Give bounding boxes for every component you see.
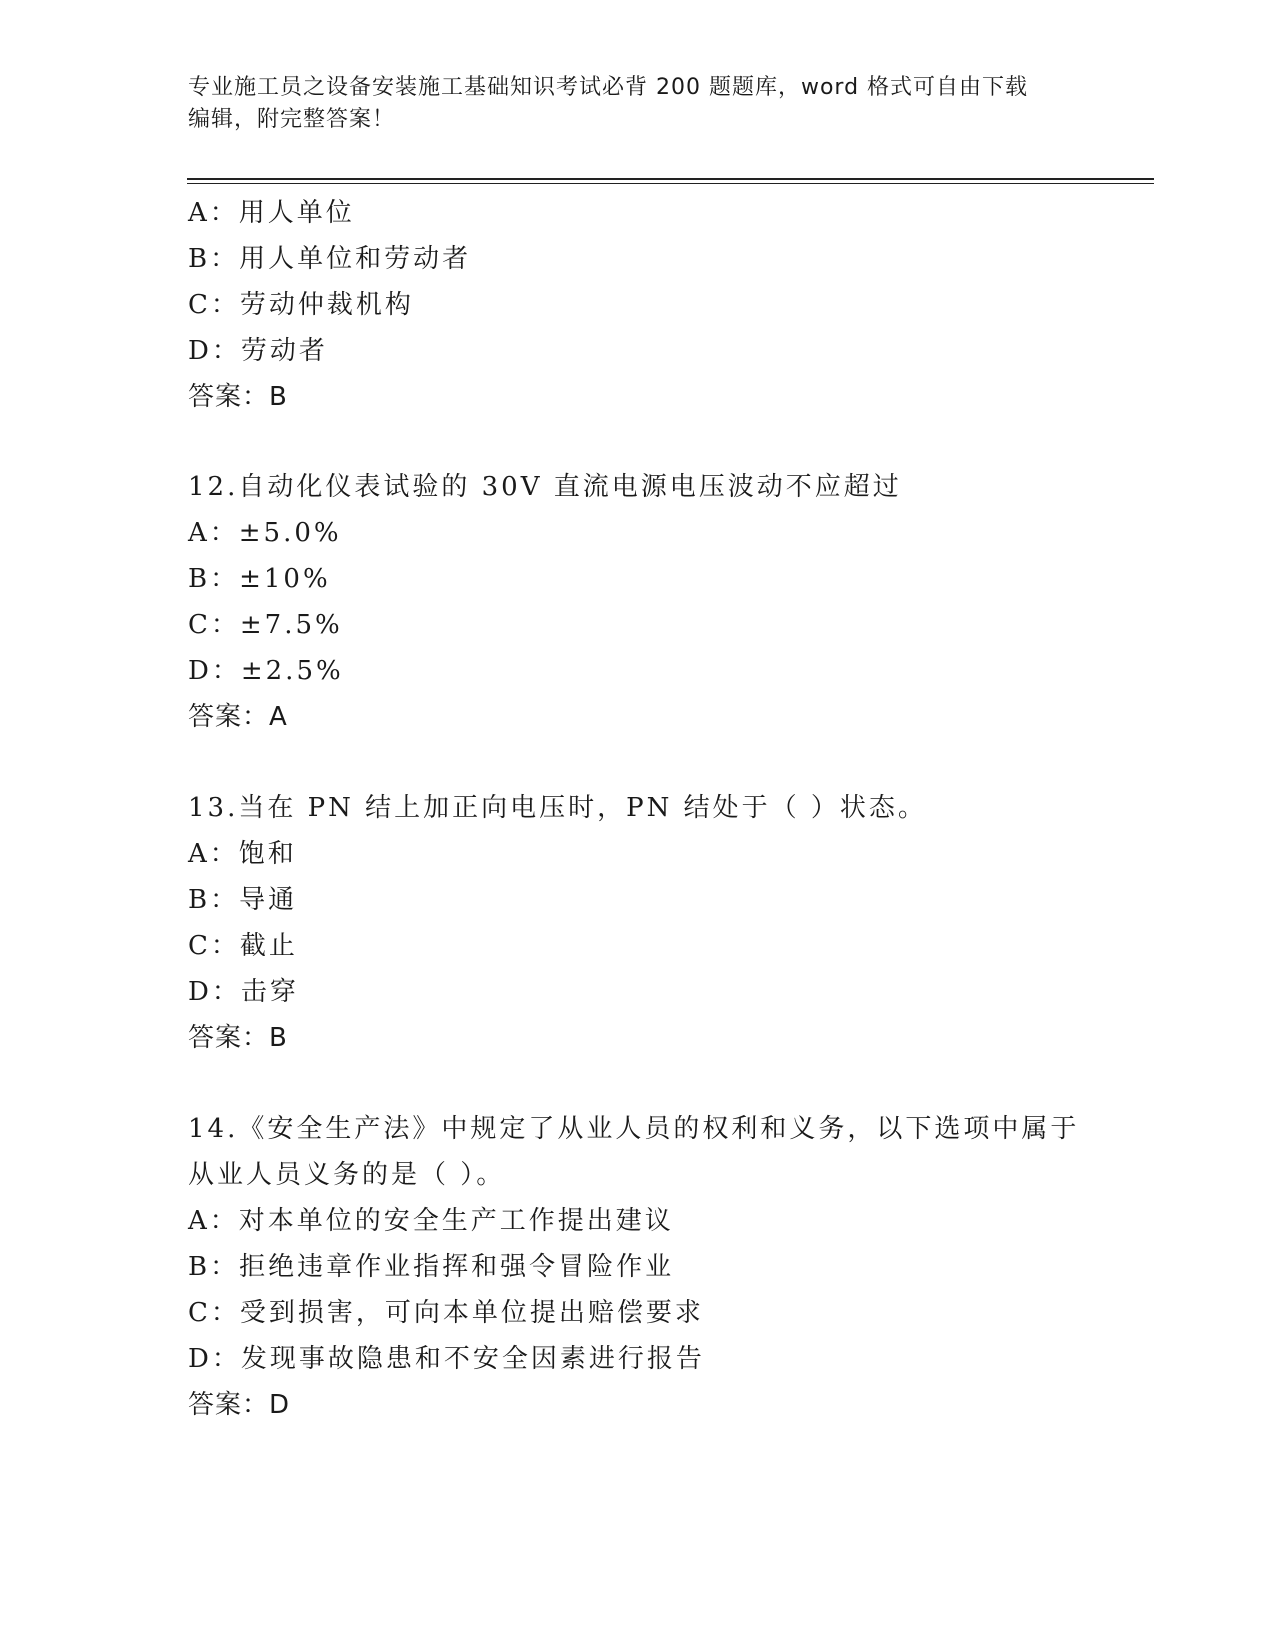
spacer [188,420,1088,464]
option-d: D：击穿 [188,977,299,1007]
header-title-line-2: 编辑，附完整答案！ [188,107,396,132]
option-c: C：劳动仲裁机构 [188,290,414,320]
question-11 [188,190,1088,420]
answer: 答案：A [188,702,288,732]
option-d: D：±2.5% [188,656,344,686]
question-12 [188,464,1088,740]
header-divider-thin [187,183,1154,184]
question-14 [188,1106,1088,1428]
answer: 答案：B [188,382,288,412]
question-stem-line-2: 从业人员义务的是（ ）。 [188,1160,506,1190]
spacer [188,1061,1088,1106]
option-d: D：发现事故隐患和不安全因素进行报告 [188,1344,705,1374]
option-a: A：±5.0% [188,518,342,548]
question-13 [188,785,1088,1061]
option-b: B：导通 [188,885,298,915]
option-c: C：受到损害，可向本单位提出赔偿要求 [188,1298,704,1328]
header-divider-thick [187,178,1154,180]
option-a: A：用人单位 [188,198,355,228]
option-b: B：用人单位和劳动者 [188,244,472,274]
option-a: A：饱和 [188,839,297,869]
spacer [188,740,1088,785]
answer: 答案：D [188,1390,291,1420]
option-a: A：对本单位的安全生产工作提出建议 [188,1206,674,1236]
option-c: C：截止 [188,931,298,961]
header-title-line-1: 专业施工员之设备安装施工基础知识考试必背 200 题题库，word 格式可自由下载 [188,75,1029,100]
question-stem: 13.当在 PN 结上加正向电压时，PN 结处于（ ）状态。 [188,793,927,823]
option-b: B：拒绝违章作业指挥和强令冒险作业 [188,1252,675,1282]
document-header [188,72,1088,136]
answer: 答案：B [188,1023,288,1053]
option-b: B：±10% [188,564,331,594]
question-stem: 12.自动化仪表试验的 30V 直流电源电压波动不应超过 [188,472,902,502]
question-list [188,190,1088,1428]
option-d: D：劳动者 [188,336,328,366]
option-c: C：±7.5% [188,610,343,640]
question-stem-line-1: 14.《安全生产法》中规定了从业人员的权利和义务，以下选项中属于 [188,1114,1080,1144]
